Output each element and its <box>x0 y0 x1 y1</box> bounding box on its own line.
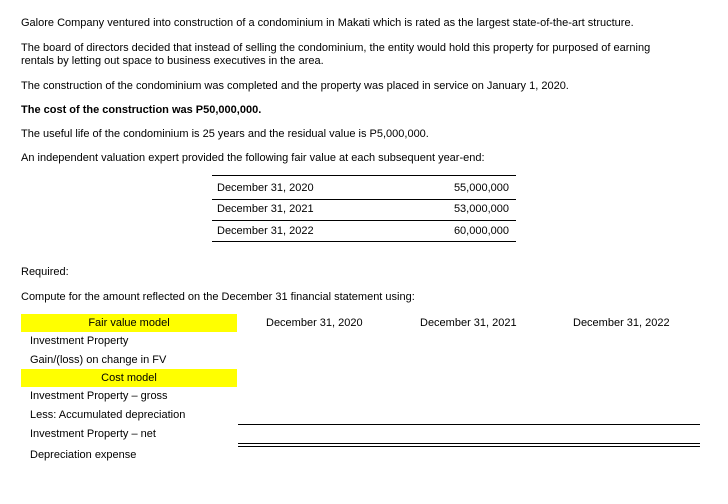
valuation-intro: An independent valuation expert provided the following fair value at each subsequent year-end: <box>21 152 485 164</box>
net-double-underline-bottom <box>238 446 700 447</box>
row-investment-property: Investment Property <box>30 335 129 347</box>
net-double-underline-top <box>238 443 700 444</box>
row-accumulated-depreciation: Less: Accumulated depreciation <box>30 409 186 421</box>
accumulated-depreciation-underline <box>238 424 700 425</box>
column-header-2022: December 31, 2022 <box>573 317 670 329</box>
fair-value-date-2: December 31, 2021 <box>217 203 314 215</box>
fair-value-table-bottom-border <box>212 241 516 242</box>
row-depreciation-expense: Depreciation expense <box>30 449 137 461</box>
intro-paragraph-2-line-2: rentals by letting out space to business executives in the area. <box>21 55 324 67</box>
intro-paragraph-2-line-1: The board of directors decided that instead of selling the condominium, the entity would hold this property for purposed of earning <box>21 42 651 54</box>
fair-value-table-top-border <box>212 175 516 176</box>
column-header-2020: December 31, 2020 <box>266 317 363 329</box>
fair-value-row-2-border <box>212 220 516 221</box>
required-instruction: Compute for the amount reflected on the December 31 financial statement using: <box>21 291 415 303</box>
intro-paragraph-1: Galore Company ventured into construction of a condominium in Makati which is rated as the largest state-of-the-art structure. <box>21 17 634 29</box>
fair-value-model-header: Fair value model <box>88 317 170 329</box>
cost-model-header: Cost model <box>101 372 157 384</box>
row-investment-property-gross: Investment Property – gross <box>30 390 168 402</box>
row-gain-loss-fv: Gain/(loss) on change in FV <box>30 354 167 366</box>
construction-cost: The cost of the construction was P50,000,000. <box>21 104 262 116</box>
fair-value-amount-2: 53,000,000 <box>453 203 509 215</box>
fair-value-amount-1: 55,000,000 <box>453 182 509 194</box>
useful-life: The useful life of the condominium is 25 years and the residual value is P5,000,000. <box>21 128 429 140</box>
fair-value-amount-3: 60,000,000 <box>453 225 509 237</box>
row-investment-property-net: Investment Property – net <box>30 428 156 440</box>
column-header-2021: December 31, 2021 <box>420 317 517 329</box>
intro-paragraph-3: The construction of the condominium was completed and the property was placed in service on January 1, 2020. <box>21 80 569 92</box>
fair-value-date-3: December 31, 2022 <box>217 225 314 237</box>
fair-value-date-1: December 31, 2020 <box>217 182 314 194</box>
fair-value-row-1-border <box>212 199 516 200</box>
required-label: Required: <box>21 266 69 278</box>
